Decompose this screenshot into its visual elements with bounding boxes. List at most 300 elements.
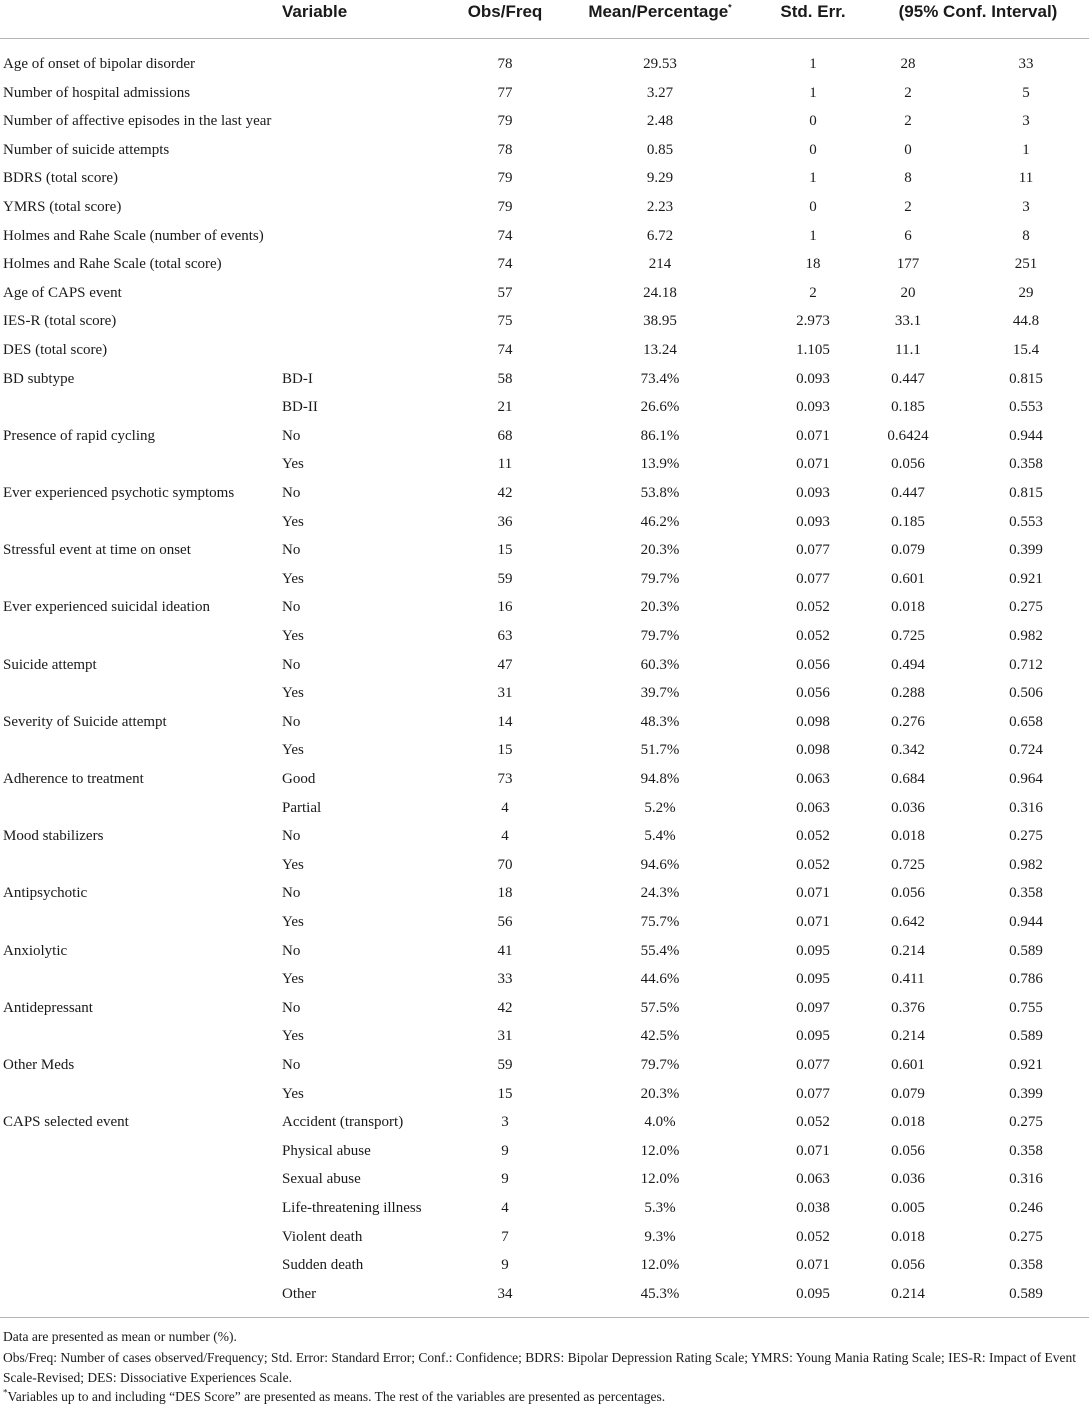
table-row bbox=[0, 798, 1089, 827]
cell-variable: Mood stabilizers bbox=[3, 828, 104, 845]
cell-mean-percentage: 48.3% bbox=[640, 713, 680, 730]
cell-ci-lower: 0.411 bbox=[891, 971, 925, 988]
cell-subcategory: Good bbox=[282, 771, 316, 787]
table-row bbox=[0, 197, 1089, 226]
cell-std-err: 1 bbox=[809, 170, 817, 187]
table-row bbox=[0, 1169, 1089, 1198]
cell-mean-percentage: 5.3% bbox=[644, 1200, 676, 1216]
table-row bbox=[0, 283, 1089, 312]
cell-ci-upper: 0.589 bbox=[1009, 942, 1043, 959]
cell-subcategory: No bbox=[282, 485, 301, 501]
cell-obs-freq: 31 bbox=[497, 1028, 513, 1045]
table-row bbox=[0, 998, 1089, 1027]
cell-ci-lower: 0.056 bbox=[891, 885, 925, 902]
cell-std-err: 0.071 bbox=[796, 427, 830, 444]
cell-ci-upper: 0.275 bbox=[1009, 599, 1043, 616]
table-row bbox=[0, 740, 1089, 769]
cell-obs-freq: 16 bbox=[497, 599, 513, 616]
cell-ci-lower: 0.214 bbox=[891, 1028, 925, 1045]
cell-subcategory: Violent death bbox=[282, 1228, 363, 1245]
cell-ci-lower: 0.185 bbox=[891, 399, 925, 416]
cell-ci-lower: 0.056 bbox=[891, 1257, 925, 1274]
cell-variable: Suicide attempt bbox=[3, 656, 97, 673]
table-row bbox=[0, 369, 1089, 398]
cell-ci-upper: 0.358 bbox=[1009, 456, 1043, 473]
cell-ci-upper: 0.358 bbox=[1009, 1257, 1043, 1274]
table-row bbox=[0, 54, 1089, 83]
cell-ci-upper: 0.944 bbox=[1009, 427, 1043, 444]
cell-subcategory: Other bbox=[282, 1285, 317, 1302]
table-row bbox=[0, 311, 1089, 340]
cell-subcategory: Yes bbox=[282, 628, 304, 644]
footnote-abbreviations: Obs/Freq: Number of cases observed/Frequency; Std. Error: Standard Error; Conf.: Confidence; BDRS: Bipolar Depression Rating Scale; YMRS: Young Mania Rating Scale; IES-R: Impact of Event Scale-Revised; DES: Dissociative Experiences Scale. bbox=[3, 1350, 1076, 1385]
header-mean-percentage bbox=[588, 0, 731, 28]
cell-subcategory: Sexual abuse bbox=[282, 1171, 361, 1188]
header-obs-freq: Obs/Freq bbox=[467, 2, 543, 21]
cell-variable: Ever experienced psychotic symptoms bbox=[3, 485, 235, 501]
cell-ci-lower: 0.725 bbox=[891, 856, 925, 873]
cell-mean-percentage: 12.0% bbox=[640, 1142, 680, 1159]
cell-obs-freq: 18 bbox=[497, 885, 513, 902]
table-row bbox=[0, 1227, 1089, 1256]
cell-obs-freq: 42 bbox=[497, 485, 513, 501]
cell-ci-upper: 0.358 bbox=[1009, 885, 1043, 902]
cell-ci-lower: 0.342 bbox=[891, 742, 925, 759]
cell-obs-freq: 79 bbox=[497, 113, 513, 130]
cell-std-err: 0.052 bbox=[796, 1114, 830, 1131]
cell-obs-freq: 73 bbox=[497, 771, 513, 787]
cell-variable: BDRS (total score) bbox=[3, 170, 118, 187]
cell-ci-lower: 20 bbox=[900, 284, 916, 301]
cell-mean-percentage: 4.0% bbox=[644, 1114, 676, 1131]
cell-ci-upper: 29 bbox=[1018, 284, 1034, 301]
cell-subcategory: Yes bbox=[282, 685, 304, 702]
cell-obs-freq: 21 bbox=[497, 399, 513, 416]
cell-ci-upper: 44.8 bbox=[1012, 313, 1040, 330]
cell-ci-upper: 5 bbox=[1022, 84, 1030, 101]
cell-std-err: 0.052 bbox=[796, 599, 830, 616]
cell-variable: Other Meds bbox=[3, 1057, 75, 1073]
cell-ci-lower: 28 bbox=[900, 56, 916, 72]
cell-ci-lower: 177 bbox=[896, 256, 920, 273]
cell-ci-lower: 6 bbox=[904, 227, 912, 244]
cell-ci-upper: 3 bbox=[1022, 199, 1030, 215]
cell-ci-lower: 2 bbox=[904, 84, 912, 101]
cell-obs-freq: 33 bbox=[497, 971, 513, 988]
cell-mean-percentage: 24.3% bbox=[640, 885, 680, 902]
cell-ci-lower: 0.214 bbox=[891, 1285, 925, 1302]
cell-ci-upper: 0.755 bbox=[1009, 999, 1043, 1016]
table-row bbox=[0, 1112, 1089, 1141]
cell-ci-upper: 0.815 bbox=[1009, 370, 1043, 387]
cell-mean-percentage: 13.24 bbox=[643, 342, 677, 358]
cell-ci-upper: 1 bbox=[1022, 141, 1030, 158]
cell-mean-percentage: 94.6% bbox=[640, 856, 680, 873]
cell-obs-freq: 15 bbox=[497, 1085, 513, 1102]
cell-mean-percentage: 51.7% bbox=[640, 742, 680, 759]
cell-std-err: 1.105 bbox=[796, 342, 830, 358]
cell-std-err: 0.098 bbox=[796, 742, 830, 759]
cell-ci-upper: 0.506 bbox=[1009, 685, 1043, 702]
cell-obs-freq: 34 bbox=[497, 1285, 513, 1302]
cell-ci-lower: 0.056 bbox=[891, 1142, 925, 1159]
cell-std-err: 0.093 bbox=[796, 399, 830, 416]
cell-ci-lower: 0.036 bbox=[891, 799, 925, 816]
cell-obs-freq: 78 bbox=[497, 141, 513, 158]
cell-std-err: 0.077 bbox=[796, 1057, 830, 1073]
cell-ci-upper: 0.724 bbox=[1009, 742, 1043, 759]
table-row bbox=[0, 454, 1089, 483]
cell-obs-freq: 11 bbox=[497, 456, 513, 473]
cell-subcategory: Sudden death bbox=[282, 1257, 364, 1274]
cell-ci-lower: 0.288 bbox=[891, 685, 925, 702]
cell-ci-upper: 0.658 bbox=[1009, 713, 1043, 730]
cell-ci-lower: 0.601 bbox=[891, 1057, 925, 1073]
table-row bbox=[0, 426, 1089, 455]
cell-subcategory: No bbox=[282, 1057, 301, 1073]
cell-ci-lower: 0.079 bbox=[891, 542, 925, 559]
cell-subcategory: Life-threatening illness bbox=[282, 1200, 422, 1216]
cell-ci-lower: 0.684 bbox=[891, 771, 925, 787]
cell-ci-upper: 0.316 bbox=[1009, 1171, 1043, 1188]
header-rule bbox=[0, 38, 1089, 39]
table-row bbox=[0, 340, 1089, 369]
cell-mean-percentage: 24.18 bbox=[643, 284, 677, 301]
cell-variable: YMRS (total score) bbox=[3, 199, 122, 215]
cell-obs-freq: 77 bbox=[497, 84, 513, 101]
cell-mean-percentage: 2.23 bbox=[646, 199, 674, 215]
cell-ci-upper: 0.275 bbox=[1009, 828, 1043, 845]
cell-variable: IES-R (total score) bbox=[3, 313, 117, 330]
cell-variable: Stressful event at time on onset bbox=[3, 542, 191, 559]
cell-ci-lower: 0.056 bbox=[891, 456, 925, 473]
cell-variable: Number of hospital admissions bbox=[3, 84, 191, 101]
cell-obs-freq: 63 bbox=[497, 628, 513, 644]
cell-ci-upper: 11 bbox=[1018, 170, 1034, 187]
table-row bbox=[0, 1141, 1089, 1170]
cell-subcategory: No bbox=[282, 942, 301, 959]
cell-std-err: 1 bbox=[809, 227, 817, 244]
cell-ci-upper: 0.399 bbox=[1009, 542, 1043, 559]
cell-ci-upper: 0.712 bbox=[1009, 656, 1043, 673]
cell-subcategory: Partial bbox=[282, 799, 322, 816]
cell-ci-upper: 251 bbox=[1014, 256, 1038, 273]
cell-obs-freq: 41 bbox=[497, 942, 513, 959]
cell-ci-lower: 0.036 bbox=[891, 1171, 925, 1188]
cell-obs-freq: 36 bbox=[497, 513, 513, 530]
cell-ci-upper: 0.982 bbox=[1009, 628, 1043, 644]
cell-mean-percentage: 42.5% bbox=[640, 1028, 680, 1045]
cell-obs-freq: 56 bbox=[497, 914, 513, 930]
cell-subcategory: No bbox=[282, 828, 301, 845]
cell-mean-percentage: 75.7% bbox=[640, 914, 680, 930]
cell-mean-percentage: 94.8% bbox=[640, 771, 680, 787]
cell-ci-lower: 0.018 bbox=[891, 1114, 925, 1131]
cell-subcategory: Yes bbox=[282, 914, 304, 930]
cell-std-err: 0.063 bbox=[796, 799, 830, 816]
cell-obs-freq: 70 bbox=[497, 856, 513, 873]
cell-ci-upper: 0.982 bbox=[1009, 856, 1043, 873]
cell-obs-freq: 79 bbox=[497, 170, 513, 187]
cell-subcategory: BD-I bbox=[282, 370, 313, 387]
cell-mean-percentage: 20.3% bbox=[640, 1085, 680, 1102]
cell-subcategory: Yes bbox=[282, 1028, 304, 1045]
table-row bbox=[0, 140, 1089, 169]
cell-obs-freq: 79 bbox=[497, 199, 513, 215]
cell-ci-upper: 8 bbox=[1022, 227, 1030, 244]
cell-obs-freq: 7 bbox=[501, 1228, 509, 1245]
cell-std-err: 0.052 bbox=[796, 1228, 830, 1245]
cell-subcategory: Yes bbox=[282, 570, 304, 587]
cell-std-err: 0.056 bbox=[796, 685, 830, 702]
cell-mean-percentage: 29.53 bbox=[643, 56, 677, 72]
cell-ci-lower: 0.494 bbox=[891, 656, 925, 673]
cell-std-err: 0 bbox=[809, 199, 817, 215]
table-row bbox=[0, 626, 1089, 655]
cell-std-err: 0.071 bbox=[796, 1142, 830, 1159]
cell-obs-freq: 15 bbox=[497, 542, 513, 559]
cell-subcategory: Accident (transport) bbox=[282, 1114, 404, 1131]
cell-std-err: 0.052 bbox=[796, 628, 830, 644]
cell-subcategory: No bbox=[282, 542, 301, 559]
cell-ci-lower: 33.1 bbox=[894, 313, 922, 330]
cell-mean-percentage: 12.0% bbox=[640, 1257, 680, 1274]
cell-mean-percentage: 53.8% bbox=[640, 485, 680, 501]
cell-subcategory: Yes bbox=[282, 513, 304, 530]
table-row bbox=[0, 883, 1089, 912]
table-row bbox=[0, 168, 1089, 197]
cell-ci-lower: 0.018 bbox=[891, 599, 925, 616]
cell-ci-upper: 0.316 bbox=[1009, 799, 1043, 816]
cell-variable: DES (total score) bbox=[3, 342, 108, 358]
cell-obs-freq: 9 bbox=[501, 1257, 509, 1274]
cell-mean-percentage: 79.7% bbox=[640, 570, 680, 587]
footnote-mark: * bbox=[3, 1387, 8, 1398]
cell-std-err: 0.093 bbox=[796, 513, 830, 530]
cell-std-err: 1 bbox=[809, 56, 817, 72]
cell-mean-percentage: 79.7% bbox=[640, 1057, 680, 1073]
table-row bbox=[0, 254, 1089, 283]
cell-obs-freq: 4 bbox=[501, 799, 509, 816]
table-row bbox=[0, 769, 1089, 798]
cell-std-err: 0 bbox=[809, 141, 817, 158]
cell-std-err: 0.097 bbox=[796, 999, 830, 1016]
cell-obs-freq: 42 bbox=[497, 999, 513, 1016]
cell-mean-percentage: 20.3% bbox=[640, 542, 680, 559]
cell-mean-percentage: 5.2% bbox=[644, 799, 676, 816]
cell-ci-lower: 0.079 bbox=[891, 1085, 925, 1102]
cell-subcategory: No bbox=[282, 656, 301, 673]
cell-ci-upper: 0.815 bbox=[1009, 485, 1043, 501]
cell-obs-freq: 15 bbox=[497, 742, 513, 759]
table-row bbox=[0, 111, 1089, 140]
cell-obs-freq: 4 bbox=[501, 828, 509, 845]
cell-std-err: 0.095 bbox=[796, 971, 830, 988]
cell-std-err: 0.071 bbox=[796, 914, 830, 930]
header-mean-mark: * bbox=[728, 2, 732, 13]
table-row bbox=[0, 540, 1089, 569]
table-row bbox=[0, 655, 1089, 684]
table-row bbox=[0, 597, 1089, 626]
cell-ci-lower: 0.601 bbox=[891, 570, 925, 587]
table-row bbox=[0, 1084, 1089, 1113]
cell-subcategory: No bbox=[282, 427, 301, 444]
cell-mean-percentage: 13.9% bbox=[640, 456, 680, 473]
cell-ci-lower: 0.447 bbox=[891, 370, 925, 387]
cell-std-err: 18 bbox=[805, 256, 821, 273]
cell-std-err: 0.077 bbox=[796, 1085, 830, 1102]
cell-variable: Holmes and Rahe Scale (number of events) bbox=[3, 227, 264, 244]
cell-mean-percentage: 60.3% bbox=[640, 656, 680, 673]
cell-variable: CAPS selected event bbox=[3, 1114, 129, 1131]
cell-mean-percentage: 6.72 bbox=[646, 227, 674, 244]
table-row bbox=[0, 683, 1089, 712]
cell-variable: Antipsychotic bbox=[3, 885, 88, 902]
table-row bbox=[0, 569, 1089, 598]
cell-variable: Age of CAPS event bbox=[3, 284, 122, 301]
cell-obs-freq: 4 bbox=[501, 1200, 509, 1216]
cell-mean-percentage: 26.6% bbox=[640, 399, 680, 416]
cell-mean-percentage: 55.4% bbox=[640, 942, 680, 959]
cell-ci-upper: 0.786 bbox=[1009, 971, 1043, 988]
cell-ci-upper: 0.553 bbox=[1009, 399, 1043, 416]
cell-ci-lower: 0.447 bbox=[891, 485, 925, 501]
cell-subcategory: BD-II bbox=[282, 399, 318, 416]
cell-mean-percentage: 12.0% bbox=[640, 1171, 680, 1188]
cell-obs-freq: 9 bbox=[501, 1142, 509, 1159]
table-row bbox=[0, 969, 1089, 998]
cell-mean-percentage: 38.95 bbox=[643, 313, 677, 330]
header-mean-label: Mean/Percentage bbox=[588, 2, 729, 21]
cell-subcategory: Physical abuse bbox=[282, 1142, 371, 1159]
cell-mean-percentage: 2.48 bbox=[646, 113, 674, 130]
bottom-rule bbox=[0, 1317, 1089, 1318]
cell-std-err: 2 bbox=[809, 284, 817, 301]
cell-obs-freq: 14 bbox=[497, 713, 513, 730]
cell-obs-freq: 3 bbox=[501, 1114, 509, 1131]
cell-std-err: 0.071 bbox=[796, 1257, 830, 1274]
cell-obs-freq: 57 bbox=[497, 284, 513, 301]
table-row bbox=[0, 826, 1089, 855]
cell-ci-upper: 0.964 bbox=[1009, 771, 1043, 787]
cell-ci-lower: 0.018 bbox=[891, 828, 925, 845]
cell-variable: Age of onset of bipolar disorder bbox=[3, 56, 196, 72]
cell-ci-upper: 3 bbox=[1022, 113, 1030, 130]
cell-variable: Number of suicide attempts bbox=[3, 141, 170, 158]
cell-obs-freq: 74 bbox=[497, 227, 513, 244]
cell-obs-freq: 78 bbox=[497, 56, 513, 72]
cell-ci-lower: 0.005 bbox=[891, 1200, 925, 1216]
cell-std-err: 0.095 bbox=[796, 1028, 830, 1045]
cell-ci-lower: 0.018 bbox=[891, 1228, 925, 1245]
table-row bbox=[0, 483, 1089, 512]
cell-ci-lower: 0.725 bbox=[891, 628, 925, 644]
header-variable: Variable bbox=[282, 2, 348, 21]
cell-ci-lower: 0.6424 bbox=[887, 427, 929, 444]
cell-obs-freq: 59 bbox=[497, 1057, 513, 1073]
footnote-means-text: Variables up to and including “DES Score” are presented as means. The rest of the variables are presented as percentages. bbox=[7, 1389, 666, 1404]
cell-ci-lower: 11.1 bbox=[895, 342, 921, 358]
cell-ci-upper: 15.4 bbox=[1012, 342, 1040, 358]
cell-ci-upper: 0.553 bbox=[1009, 513, 1043, 530]
cell-ci-upper: 0.358 bbox=[1009, 1142, 1043, 1159]
cell-std-err: 0.071 bbox=[796, 456, 830, 473]
cell-ci-lower: 0.642 bbox=[891, 914, 925, 930]
cell-ci-lower: 0.214 bbox=[891, 942, 925, 959]
cell-ci-upper: 0.589 bbox=[1009, 1285, 1043, 1302]
cell-ci-upper: 0.589 bbox=[1009, 1028, 1043, 1045]
cell-std-err: 1 bbox=[809, 84, 817, 101]
cell-subcategory: No bbox=[282, 999, 301, 1016]
cell-variable: Severity of Suicide attempt bbox=[3, 713, 167, 730]
cell-mean-percentage: 214 bbox=[648, 256, 672, 273]
cell-obs-freq: 59 bbox=[497, 570, 513, 587]
cell-std-err: 0.071 bbox=[796, 885, 830, 902]
cell-std-err: 0.052 bbox=[796, 828, 830, 845]
cell-obs-freq: 74 bbox=[497, 256, 513, 273]
cell-ci-lower: 0.185 bbox=[891, 513, 925, 530]
cell-ci-upper: 0.246 bbox=[1009, 1200, 1043, 1216]
cell-subcategory: Yes bbox=[282, 456, 304, 473]
cell-subcategory: No bbox=[282, 599, 301, 616]
cell-obs-freq: 58 bbox=[497, 370, 513, 387]
cell-std-err: 0.056 bbox=[796, 656, 830, 673]
footnote-data-note: Data are presented as mean or number (%). bbox=[3, 1329, 237, 1344]
cell-subcategory: No bbox=[282, 885, 301, 902]
cell-mean-percentage: 39.7% bbox=[640, 685, 680, 702]
cell-ci-upper: 0.921 bbox=[1009, 1057, 1043, 1073]
cell-mean-percentage: 3.27 bbox=[646, 84, 674, 101]
cell-obs-freq: 74 bbox=[497, 342, 513, 358]
cell-std-err: 0.098 bbox=[796, 713, 830, 730]
table-row bbox=[0, 912, 1089, 941]
table-row bbox=[0, 1255, 1089, 1284]
cell-std-err: 0.095 bbox=[796, 1285, 830, 1302]
cell-mean-percentage: 79.7% bbox=[640, 628, 680, 644]
cell-ci-upper: 33 bbox=[1018, 56, 1034, 72]
cell-ci-lower: 2 bbox=[904, 199, 912, 215]
table-row bbox=[0, 397, 1089, 426]
cell-mean-percentage: 73.4% bbox=[640, 370, 680, 387]
cell-mean-percentage: 5.4% bbox=[644, 828, 676, 845]
cell-mean-percentage: 9.29 bbox=[646, 170, 674, 187]
table-row bbox=[0, 83, 1089, 112]
cell-obs-freq: 47 bbox=[497, 656, 513, 673]
cell-subcategory: No bbox=[282, 713, 301, 730]
cell-std-err: 0.052 bbox=[796, 856, 830, 873]
cell-ci-lower: 0.276 bbox=[891, 713, 925, 730]
header-std-err: Std. Err. bbox=[780, 2, 846, 21]
cell-mean-percentage: 44.6% bbox=[640, 971, 680, 988]
cell-variable: BD subtype bbox=[3, 370, 75, 387]
cell-ci-upper: 0.944 bbox=[1009, 914, 1043, 930]
cell-mean-percentage: 9.3% bbox=[644, 1228, 676, 1245]
table-row bbox=[0, 712, 1089, 741]
cell-subcategory: Yes bbox=[282, 1085, 304, 1102]
cell-ci-upper: 0.275 bbox=[1009, 1228, 1043, 1245]
cell-ci-lower: 0 bbox=[904, 141, 912, 158]
cell-std-err: 0.093 bbox=[796, 370, 830, 387]
cell-variable: Anxiolytic bbox=[3, 942, 68, 959]
table-row bbox=[0, 941, 1089, 970]
cell-mean-percentage: 45.3% bbox=[640, 1285, 680, 1302]
cell-variable: Holmes and Rahe Scale (total score) bbox=[3, 256, 222, 273]
cell-ci-upper: 0.921 bbox=[1009, 570, 1043, 587]
table-row bbox=[0, 855, 1089, 884]
cell-ci-lower: 2 bbox=[904, 113, 912, 130]
cell-mean-percentage: 86.1% bbox=[640, 427, 680, 444]
cell-std-err: 0.077 bbox=[796, 570, 830, 587]
